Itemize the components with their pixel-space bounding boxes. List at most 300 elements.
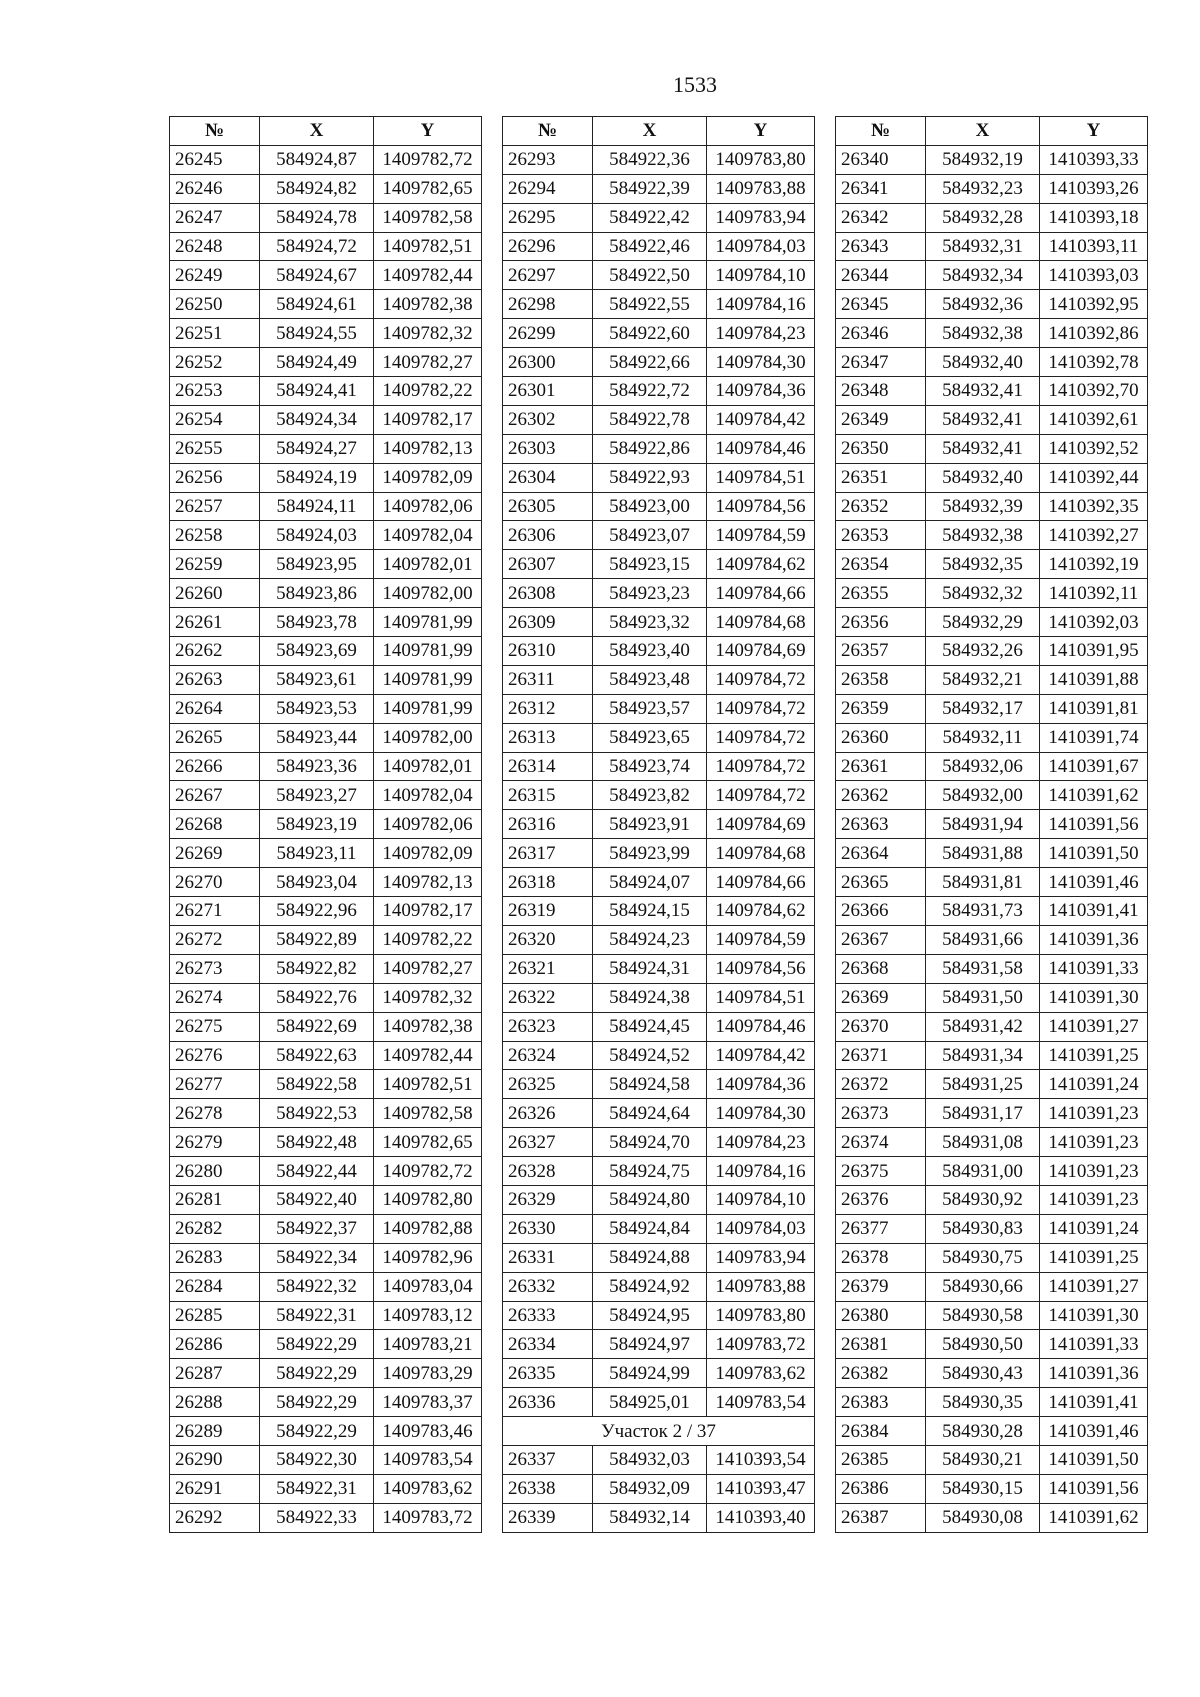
x-coordinate: 584932,03 — [593, 1445, 707, 1474]
point-number: 26370 — [836, 1012, 926, 1041]
x-coordinate: 584924,80 — [593, 1185, 707, 1214]
point-number: 26313 — [503, 723, 593, 752]
point-number: 26315 — [503, 781, 593, 810]
y-coordinate: 1410393,26 — [1040, 174, 1148, 203]
page-number: 1533 — [673, 72, 717, 97]
y-coordinate: 1410392,86 — [1040, 319, 1148, 348]
point-number: 26254 — [170, 405, 260, 434]
point-number: 26350 — [836, 434, 926, 463]
table-row — [836, 925, 1148, 954]
y-coordinate: 1410391,33 — [1040, 1330, 1148, 1359]
x-coordinate: 584922,96 — [260, 897, 374, 926]
x-coordinate: 584922,40 — [260, 1185, 374, 1214]
table-row — [170, 1474, 482, 1503]
x-coordinate: 584922,78 — [593, 405, 707, 434]
y-coordinate: 1409782,51 — [374, 232, 482, 261]
header-row — [836, 117, 1148, 146]
x-coordinate: 584923,07 — [593, 521, 707, 550]
y-coordinate: 1409784,30 — [707, 1099, 815, 1128]
table-row — [836, 1359, 1148, 1388]
point-number: 26355 — [836, 579, 926, 608]
y-coordinate: 1409782,44 — [374, 261, 482, 290]
x-coordinate: 584923,57 — [593, 694, 707, 723]
header-y: Y — [707, 117, 815, 146]
y-coordinate: 1409783,88 — [707, 174, 815, 203]
x-coordinate: 584923,69 — [260, 637, 374, 666]
table-row — [503, 1012, 815, 1041]
table-row — [170, 290, 482, 319]
x-coordinate: 584930,66 — [926, 1272, 1040, 1301]
point-number: 26366 — [836, 897, 926, 926]
y-coordinate: 1409784,66 — [707, 868, 815, 897]
y-coordinate: 1409783,21 — [374, 1330, 482, 1359]
table-row — [503, 954, 815, 983]
table-row — [503, 1041, 815, 1070]
point-number: 26304 — [503, 463, 593, 492]
x-coordinate: 584932,36 — [926, 290, 1040, 319]
point-number: 26291 — [170, 1474, 260, 1503]
point-number: 26252 — [170, 348, 260, 377]
x-coordinate: 584924,92 — [593, 1272, 707, 1301]
header-y: Y — [374, 117, 482, 146]
x-coordinate: 584924,49 — [260, 348, 374, 377]
y-coordinate: 1410392,78 — [1040, 348, 1148, 377]
x-coordinate: 584923,44 — [260, 723, 374, 752]
point-number: 26345 — [836, 290, 926, 319]
table-row — [836, 897, 1148, 926]
y-coordinate: 1410393,03 — [1040, 261, 1148, 290]
y-coordinate: 1410392,27 — [1040, 521, 1148, 550]
table-row — [836, 637, 1148, 666]
x-coordinate: 584932,21 — [926, 665, 1040, 694]
y-coordinate: 1409782,38 — [374, 290, 482, 319]
x-coordinate: 584922,33 — [260, 1503, 374, 1532]
y-coordinate: 1409782,00 — [374, 579, 482, 608]
table-row — [170, 1301, 482, 1330]
point-number: 26294 — [503, 174, 593, 203]
point-number: 26266 — [170, 752, 260, 781]
table-row — [503, 1070, 815, 1099]
point-number: 26314 — [503, 752, 593, 781]
y-coordinate: 1409784,72 — [707, 781, 815, 810]
x-coordinate: 584930,58 — [926, 1301, 1040, 1330]
header-number: № — [503, 117, 593, 146]
table-row — [170, 752, 482, 781]
x-coordinate: 584932,19 — [926, 145, 1040, 174]
table-row — [170, 1099, 482, 1128]
coordinates-table-2 — [502, 116, 815, 1533]
table-row — [503, 232, 815, 261]
x-coordinate: 584931,34 — [926, 1041, 1040, 1070]
point-number: 26367 — [836, 925, 926, 954]
table-row — [170, 145, 482, 174]
point-number: 26332 — [503, 1272, 593, 1301]
table-row — [503, 1099, 815, 1128]
table-row — [170, 1214, 482, 1243]
point-number: 26364 — [836, 839, 926, 868]
header-row — [503, 117, 815, 146]
point-number: 26379 — [836, 1272, 926, 1301]
point-number: 26292 — [170, 1503, 260, 1532]
table-row — [503, 1214, 815, 1243]
table-row — [836, 1070, 1148, 1099]
x-coordinate: 584924,97 — [593, 1330, 707, 1359]
x-coordinate: 584932,06 — [926, 752, 1040, 781]
x-coordinate: 584922,31 — [260, 1301, 374, 1330]
x-coordinate: 584922,39 — [593, 174, 707, 203]
y-coordinate: 1409782,22 — [374, 377, 482, 406]
table-row — [503, 1128, 815, 1157]
header-number: № — [836, 117, 926, 146]
point-number: 26356 — [836, 608, 926, 637]
table-row — [170, 521, 482, 550]
point-number: 26273 — [170, 954, 260, 983]
y-coordinate: 1410391,23 — [1040, 1128, 1148, 1157]
x-coordinate: 584932,38 — [926, 521, 1040, 550]
point-number: 26253 — [170, 377, 260, 406]
x-coordinate: 584922,36 — [593, 145, 707, 174]
point-number: 26344 — [836, 261, 926, 290]
point-number: 26296 — [503, 232, 593, 261]
table-row — [503, 897, 815, 926]
point-number: 26288 — [170, 1388, 260, 1417]
table-row — [503, 261, 815, 290]
table-row — [503, 434, 815, 463]
table-row — [170, 637, 482, 666]
x-coordinate: 584932,38 — [926, 319, 1040, 348]
x-coordinate: 584922,86 — [593, 434, 707, 463]
point-number: 26251 — [170, 319, 260, 348]
table-row — [170, 810, 482, 839]
x-coordinate: 584931,94 — [926, 810, 1040, 839]
x-coordinate: 584931,25 — [926, 1070, 1040, 1099]
point-number: 26260 — [170, 579, 260, 608]
y-coordinate: 1409784,69 — [707, 637, 815, 666]
x-coordinate: 584924,41 — [260, 377, 374, 406]
y-coordinate: 1409782,13 — [374, 434, 482, 463]
y-coordinate: 1410392,95 — [1040, 290, 1148, 319]
point-number: 26283 — [170, 1243, 260, 1272]
table-row — [836, 290, 1148, 319]
x-coordinate: 584932,11 — [926, 723, 1040, 752]
y-coordinate: 1410393,33 — [1040, 145, 1148, 174]
x-coordinate: 584931,17 — [926, 1099, 1040, 1128]
y-coordinate: 1409781,99 — [374, 608, 482, 637]
point-number: 26316 — [503, 810, 593, 839]
table-row — [836, 1041, 1148, 1070]
y-coordinate: 1409782,65 — [374, 174, 482, 203]
table-row — [503, 1157, 815, 1186]
point-number: 26256 — [170, 463, 260, 492]
y-coordinate: 1409784,10 — [707, 261, 815, 290]
point-number: 26305 — [503, 492, 593, 521]
table-row — [503, 174, 815, 203]
point-number: 26325 — [503, 1070, 593, 1099]
y-coordinate: 1409784,68 — [707, 839, 815, 868]
table-row — [836, 377, 1148, 406]
point-number: 26380 — [836, 1301, 926, 1330]
y-coordinate: 1409782,27 — [374, 348, 482, 377]
section-label: Участок 2 / 37 — [503, 1417, 815, 1446]
table-row — [836, 1301, 1148, 1330]
x-coordinate: 584923,78 — [260, 608, 374, 637]
point-number: 26275 — [170, 1012, 260, 1041]
point-number: 26307 — [503, 550, 593, 579]
point-number: 26303 — [503, 434, 593, 463]
y-coordinate: 1410391,56 — [1040, 810, 1148, 839]
table-row — [836, 723, 1148, 752]
x-coordinate: 584924,72 — [260, 232, 374, 261]
y-coordinate: 1409784,62 — [707, 550, 815, 579]
x-coordinate: 584922,60 — [593, 319, 707, 348]
y-coordinate: 1409784,36 — [707, 377, 815, 406]
x-coordinate: 584923,36 — [260, 752, 374, 781]
point-number: 26279 — [170, 1128, 260, 1157]
point-number: 26363 — [836, 810, 926, 839]
point-number: 26340 — [836, 145, 926, 174]
y-coordinate: 1409784,72 — [707, 723, 815, 752]
y-coordinate: 1410391,46 — [1040, 1417, 1148, 1446]
table-row — [170, 665, 482, 694]
y-coordinate: 1410391,81 — [1040, 694, 1148, 723]
point-number: 26368 — [836, 954, 926, 983]
x-coordinate: 584924,87 — [260, 145, 374, 174]
y-coordinate: 1409782,58 — [374, 203, 482, 232]
point-number: 26328 — [503, 1157, 593, 1186]
header-number: № — [170, 117, 260, 146]
point-number: 26362 — [836, 781, 926, 810]
point-number: 26258 — [170, 521, 260, 550]
table-row — [170, 925, 482, 954]
point-number: 26255 — [170, 434, 260, 463]
y-coordinate: 1409784,23 — [707, 319, 815, 348]
table-row — [170, 1503, 482, 1532]
point-number: 26319 — [503, 897, 593, 926]
table-row — [170, 1128, 482, 1157]
point-number: 26383 — [836, 1388, 926, 1417]
point-number: 26281 — [170, 1185, 260, 1214]
y-coordinate: 1410393,54 — [707, 1445, 815, 1474]
point-number: 26301 — [503, 377, 593, 406]
table-row — [170, 1388, 482, 1417]
point-number: 26280 — [170, 1157, 260, 1186]
point-number: 26336 — [503, 1388, 593, 1417]
y-coordinate: 1410392,11 — [1040, 579, 1148, 608]
point-number: 26371 — [836, 1041, 926, 1070]
point-number: 26312 — [503, 694, 593, 723]
x-coordinate: 584924,95 — [593, 1301, 707, 1330]
point-number: 26285 — [170, 1301, 260, 1330]
x-coordinate: 584923,91 — [593, 810, 707, 839]
point-number: 26334 — [503, 1330, 593, 1359]
x-coordinate: 584924,11 — [260, 492, 374, 521]
x-coordinate: 584932,35 — [926, 550, 1040, 579]
x-coordinate: 584922,31 — [260, 1474, 374, 1503]
table-row — [836, 781, 1148, 810]
x-coordinate: 584922,76 — [260, 983, 374, 1012]
point-number: 26269 — [170, 839, 260, 868]
y-coordinate: 1409782,51 — [374, 1070, 482, 1099]
y-coordinate: 1409784,72 — [707, 752, 815, 781]
y-coordinate: 1410393,18 — [1040, 203, 1148, 232]
point-number: 26377 — [836, 1214, 926, 1243]
table-row — [836, 954, 1148, 983]
x-coordinate: 584924,19 — [260, 463, 374, 492]
x-coordinate: 584923,86 — [260, 579, 374, 608]
table-row — [836, 868, 1148, 897]
table-row — [503, 810, 815, 839]
header-x: X — [593, 117, 707, 146]
y-coordinate: 1409782,58 — [374, 1099, 482, 1128]
y-coordinate: 1410391,46 — [1040, 868, 1148, 897]
table-row — [503, 868, 815, 897]
table-row — [503, 348, 815, 377]
y-coordinate: 1409784,56 — [707, 492, 815, 521]
point-number: 26346 — [836, 319, 926, 348]
y-coordinate: 1410393,11 — [1040, 232, 1148, 261]
point-number: 26289 — [170, 1417, 260, 1446]
point-number: 26365 — [836, 868, 926, 897]
y-coordinate: 1409781,99 — [374, 637, 482, 666]
y-coordinate: 1409782,04 — [374, 521, 482, 550]
point-number: 26245 — [170, 145, 260, 174]
x-coordinate: 584930,83 — [926, 1214, 1040, 1243]
point-number: 26327 — [503, 1128, 593, 1157]
table-row — [836, 463, 1148, 492]
table-row — [836, 752, 1148, 781]
table-row — [503, 1359, 815, 1388]
point-number: 26323 — [503, 1012, 593, 1041]
point-number: 26348 — [836, 377, 926, 406]
y-coordinate: 1409784,42 — [707, 1041, 815, 1070]
point-number: 26331 — [503, 1243, 593, 1272]
x-coordinate: 584931,08 — [926, 1128, 1040, 1157]
table-row — [836, 1417, 1148, 1446]
y-coordinate: 1409782,04 — [374, 781, 482, 810]
table-row — [503, 839, 815, 868]
y-coordinate: 1409782,32 — [374, 319, 482, 348]
table-row — [836, 203, 1148, 232]
point-number: 26349 — [836, 405, 926, 434]
x-coordinate: 584932,09 — [593, 1474, 707, 1503]
y-coordinate: 1409784,16 — [707, 290, 815, 319]
x-coordinate: 584923,74 — [593, 752, 707, 781]
x-coordinate: 584930,75 — [926, 1243, 1040, 1272]
x-coordinate: 584923,61 — [260, 665, 374, 694]
table-row — [503, 579, 815, 608]
x-coordinate: 584922,48 — [260, 1128, 374, 1157]
y-coordinate: 1410391,30 — [1040, 983, 1148, 1012]
table-row — [503, 290, 815, 319]
y-coordinate: 1410393,40 — [707, 1503, 815, 1532]
x-coordinate: 584924,55 — [260, 319, 374, 348]
header-y: Y — [1040, 117, 1148, 146]
y-coordinate: 1410391,23 — [1040, 1185, 1148, 1214]
table-row — [503, 521, 815, 550]
x-coordinate: 584930,08 — [926, 1503, 1040, 1532]
y-coordinate: 1409782,01 — [374, 752, 482, 781]
y-coordinate: 1410392,61 — [1040, 405, 1148, 434]
y-coordinate: 1409784,56 — [707, 954, 815, 983]
x-coordinate: 584925,01 — [593, 1388, 707, 1417]
x-coordinate: 584931,50 — [926, 983, 1040, 1012]
y-coordinate: 1409783,62 — [374, 1474, 482, 1503]
y-coordinate: 1409783,37 — [374, 1388, 482, 1417]
y-coordinate: 1409783,72 — [707, 1330, 815, 1359]
table-row — [503, 637, 815, 666]
point-number: 26343 — [836, 232, 926, 261]
table-row — [836, 405, 1148, 434]
point-number: 26358 — [836, 665, 926, 694]
y-coordinate: 1409782,96 — [374, 1243, 482, 1272]
point-number: 26385 — [836, 1445, 926, 1474]
table-row — [170, 694, 482, 723]
x-coordinate: 584922,37 — [260, 1214, 374, 1243]
table-row — [170, 405, 482, 434]
y-coordinate: 1410392,03 — [1040, 608, 1148, 637]
point-number: 26337 — [503, 1445, 593, 1474]
point-number: 26282 — [170, 1214, 260, 1243]
point-number: 26352 — [836, 492, 926, 521]
table-row — [503, 492, 815, 521]
point-number: 26284 — [170, 1272, 260, 1301]
table-row — [836, 1157, 1148, 1186]
y-coordinate: 1409783,80 — [707, 145, 815, 174]
x-coordinate: 584924,27 — [260, 434, 374, 463]
point-number: 26290 — [170, 1445, 260, 1474]
x-coordinate: 584932,34 — [926, 261, 1040, 290]
y-coordinate: 1409784,46 — [707, 1012, 815, 1041]
table-row — [503, 1243, 815, 1272]
table-row — [836, 1445, 1148, 1474]
x-coordinate: 584930,28 — [926, 1417, 1040, 1446]
point-number: 26270 — [170, 868, 260, 897]
table-row — [170, 839, 482, 868]
x-coordinate: 584931,58 — [926, 954, 1040, 983]
header-x: X — [926, 117, 1040, 146]
table-row — [836, 348, 1148, 377]
x-coordinate: 584932,40 — [926, 348, 1040, 377]
table-row — [503, 694, 815, 723]
table-row — [170, 983, 482, 1012]
table-row — [836, 694, 1148, 723]
y-coordinate: 1409784,23 — [707, 1128, 815, 1157]
y-coordinate: 1410391,23 — [1040, 1099, 1148, 1128]
table-row — [503, 983, 815, 1012]
x-coordinate: 584932,00 — [926, 781, 1040, 810]
y-coordinate: 1409784,36 — [707, 1070, 815, 1099]
point-number: 26262 — [170, 637, 260, 666]
point-number: 26330 — [503, 1214, 593, 1243]
y-coordinate: 1410391,27 — [1040, 1272, 1148, 1301]
table-row — [503, 1330, 815, 1359]
y-coordinate: 1409784,69 — [707, 810, 815, 839]
table-row — [170, 868, 482, 897]
table-row — [836, 1330, 1148, 1359]
table-row — [836, 492, 1148, 521]
x-coordinate: 584931,81 — [926, 868, 1040, 897]
point-number: 26318 — [503, 868, 593, 897]
point-number: 26259 — [170, 550, 260, 579]
table-row — [170, 1243, 482, 1272]
table-row — [503, 781, 815, 810]
table-row — [836, 1388, 1148, 1417]
point-number: 26342 — [836, 203, 926, 232]
table-row — [170, 319, 482, 348]
y-coordinate: 1409784,51 — [707, 463, 815, 492]
table-row — [503, 145, 815, 174]
table-row — [170, 492, 482, 521]
